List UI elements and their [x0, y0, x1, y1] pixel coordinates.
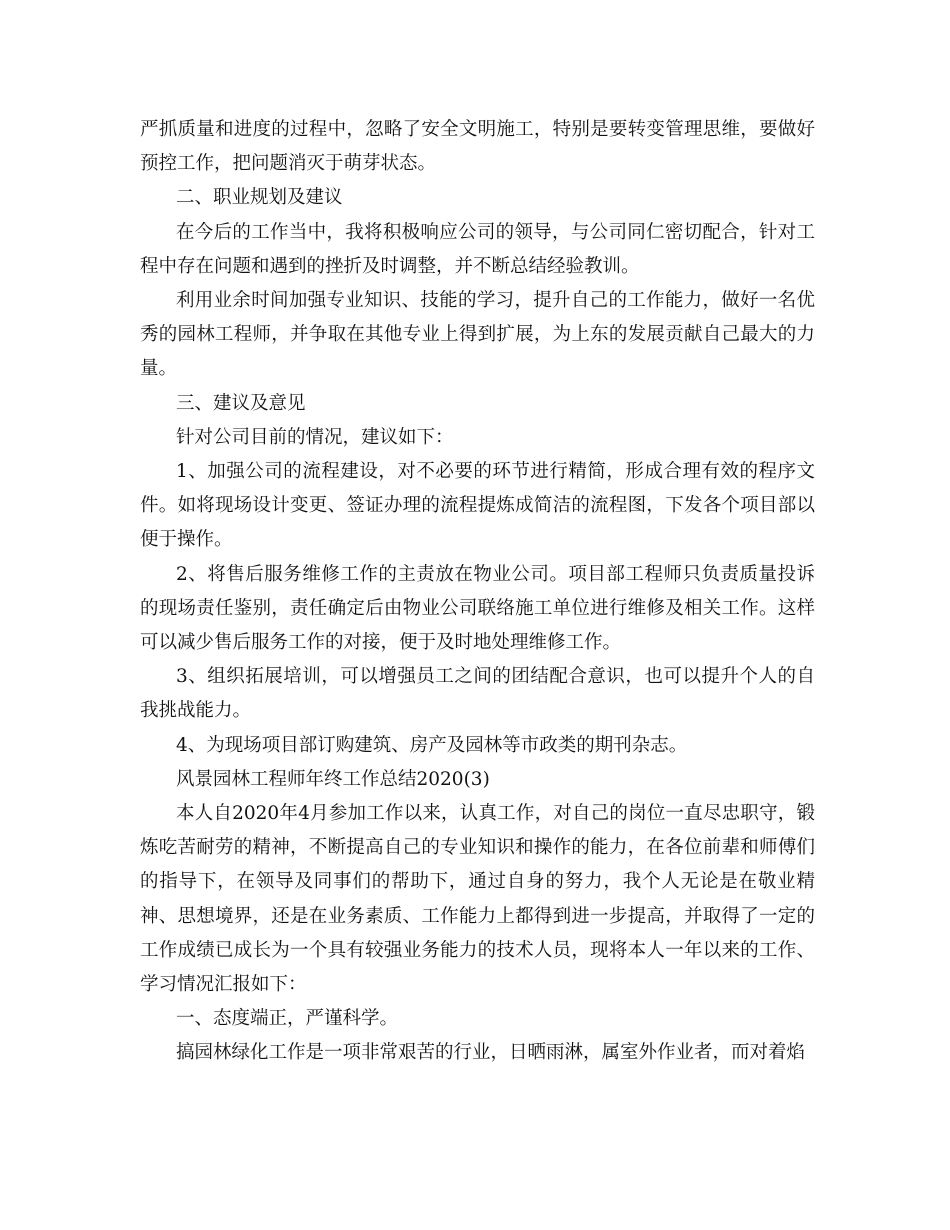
- paragraph: 利用业余时间加强专业知识、技能的学习，提升自己的工作能力，做好一名优秀的园林工程师，并争取在其他专业上得到扩展，为上东的发展贡献自己最大的力量。: [140, 290, 815, 380]
- paragraph-continuation: 严抓质量和进度的过程中，忽略了安全文明施工，特别是要转变管理思维，要做好预控工作，把问题消灭于萌芽状态。: [140, 119, 815, 175]
- list-item: 2、将售后服务维修工作的主责放在物业公司。项目部工程师只负责质量投诉的现场责任鉴别，责任确定后由物业公司联络施工单位进行维修及相关工作。这样可以减少售后服务工作的对接，便于及时地处理维修工作。: [140, 563, 815, 654]
- list-item: 4、为现场项目部订购建筑、房产及园林等市政类的期刊杂志。: [176, 734, 688, 756]
- section-heading-career-plan: 二、职业规划及建议: [176, 187, 343, 209]
- paragraph: 在今后的工作当中，我将积极响应公司的领导，与公司同仁密切配合，针对工程中存在问题和遇到的挫折及时调整，并不断总结经验教训。: [140, 221, 815, 277]
- list-item: 1、加强公司的流程建设，对不必要的环节进行精简，形成合理有效的程序文件。如将现场设计变更、签证办理的流程提炼成简洁的流程图，下发各个项目部以便于操作。: [140, 461, 815, 551]
- section-heading-suggestions: 三、建议及意见: [176, 392, 306, 414]
- paragraph: 本人自2020年4月参加工作以来，认真工作，对自己的岗位一直尽忠职守，锻炼吃苦耐劳的精神，不断提高自己的专业知识和操作的能力，在各位前辈和师傅们的指导下，在领导及同事们的帮助下，通过自身的努力，我个人无论是在敬业精神、思想境界，还是在业务素质、工作能力上都得到进一步提高，并取得了一定的工作成绩已成长为一个具有较强业务能力的技术人员，现将本人一年以来的工作、学习情况汇报如下：: [140, 803, 815, 996]
- list-item: 3、组织拓展培训，可以增强员工之间的团结配合意识，也可以提升个人的自我挑战能力。: [140, 666, 815, 722]
- paragraph: 针对公司目前的情况，建议如下：: [176, 426, 454, 448]
- document-body: [140, 113, 815, 1071]
- section-heading-attitude: 一、态度端正，严谨科学。: [176, 1008, 399, 1030]
- paragraph: 搞园林绿化工作是一项非常艰苦的行业，日晒雨淋，属室外作业者，而对着焰: [176, 1042, 806, 1064]
- document-subtitle: 风景园林工程师年终工作总结2020(3): [176, 768, 490, 790]
